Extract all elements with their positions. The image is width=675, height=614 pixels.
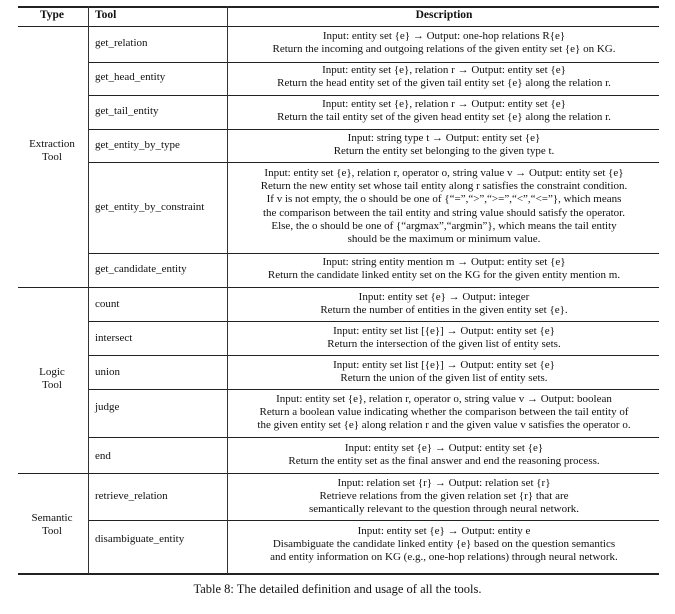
tool-description [232, 359, 656, 385]
tool-description [232, 256, 656, 282]
group-divider [18, 473, 659, 474]
description-line: Else, the o should be one of {“argmax”,“argmin”}, which means the tail entity [271, 219, 617, 232]
group-label-line: Tool [41, 151, 62, 164]
tool-name: retrieve_relation [95, 490, 168, 502]
tool-name: judge [95, 401, 120, 413]
description-line: the given entity set {e} along relation r and the given value v satisfies the operator o. [257, 419, 631, 432]
description-line: Return the entity set as the final answer and end the reasoning process. [288, 455, 600, 468]
tool-description [232, 132, 656, 158]
group-label-line: Tool [41, 379, 62, 392]
description-line: Disambiguate the candidate linked entity {e} based on the question semantics [272, 538, 616, 551]
tool-description [232, 442, 656, 468]
description-line: Input: entity set {e} → Output: entity set {e} [344, 442, 544, 454]
tool-description [232, 30, 656, 56]
description-line: Input: entity set {e} → Output: one-hop relations R{e} [322, 30, 566, 42]
description-line: Return the candidate linked entity set on the KG for the given entity mention m. [267, 269, 621, 282]
group-label-line: Logic [39, 366, 65, 378]
description-line: Input: entity set list [{e}] → Output: entity set {e} [333, 325, 555, 337]
description-line: Input: entity set {e} → Output: entity e [357, 525, 531, 537]
tool-name: get_entity_by_constraint [95, 201, 205, 213]
tool-name: get_entity_by_type [95, 139, 180, 151]
tool-name: get_candidate_entity [95, 263, 187, 275]
description-line: Return the union of the given list of entity sets. [340, 372, 548, 385]
row-divider [88, 389, 659, 390]
group-label-line: Extraction [29, 138, 75, 150]
description-line: If v is not empty, the o should be one of {“=”,“>”,“>=”,“<”,“<=”}, which means [266, 193, 622, 206]
column-divider [88, 6, 89, 574]
row-divider [88, 253, 659, 254]
description-line: Input: entity set list [{e}] → Output: entity set {e} [333, 359, 555, 371]
tool-name: get_head_entity [95, 71, 166, 83]
description-line: the comparison between the tail entity and string value should satisfy the operator. [263, 206, 625, 219]
description-line: Return the tail entity set of the given head entity set {e} along the relation r. [277, 111, 611, 124]
group-label-line: Semantic [31, 512, 73, 524]
description-line: Return the number of entities in the given entity set {e}. [320, 304, 568, 317]
description-line: Return the entity set belonging to the given type t. [333, 145, 555, 158]
tool-description [232, 64, 656, 90]
row-divider [88, 62, 659, 63]
description-line: Input: entity set {e}, relation r → Output: entity set {e} [322, 98, 566, 110]
description-line: should be the maximum or minimum value. [347, 233, 541, 246]
table-caption: Table 8: The detailed definition and usage of all the tools. [193, 582, 482, 596]
description-line: Input: entity set {e}, relation r, operator o, string value v → Output: boolean [276, 393, 612, 405]
header-description: Description [415, 9, 473, 21]
row-divider [88, 321, 659, 322]
header-type: Type [39, 9, 65, 21]
tool-name: get_tail_entity [95, 105, 159, 117]
tool-description [232, 167, 656, 246]
group-label-line: Tool [41, 525, 62, 538]
row-divider [88, 355, 659, 356]
description-line: Retrieve relations from the given relation set {r} that are [319, 490, 569, 503]
group-label-semantic [18, 512, 86, 538]
tool-name: end [95, 450, 111, 462]
tool-description [232, 325, 656, 351]
row-divider [88, 95, 659, 96]
top-rule [18, 6, 659, 8]
tool-description [232, 525, 656, 565]
description-line: Input: entity set {e}, relation r, operator o, string value v → Output: entity set {e} [264, 167, 624, 179]
bottom-rule [18, 573, 659, 575]
header-tool: Tool [95, 9, 117, 21]
row-divider [88, 520, 659, 521]
tool-description [232, 291, 656, 317]
header-rule [18, 26, 659, 27]
column-divider [227, 6, 228, 574]
row-divider [88, 162, 659, 163]
tool-name: disambiguate_entity [95, 533, 185, 545]
row-divider [88, 437, 659, 438]
tool-description [232, 393, 656, 433]
description-line: Return the incoming and outgoing relations of the given entity set {e} on KG. [272, 43, 616, 56]
tool-description [232, 477, 656, 517]
tool-name: intersect [95, 332, 133, 344]
group-divider [18, 287, 659, 288]
description-line: Input: entity set {e} → Output: integer [358, 291, 530, 303]
tool-name: get_relation [95, 37, 148, 49]
description-line: Input: string entity mention m → Output: entity set {e} [322, 256, 566, 268]
tool-name: count [95, 298, 120, 310]
description-line: Return the new entity set whose tail entity along r satisfies the constraint condition. [260, 180, 628, 193]
description-line: Return a boolean value indicating whether the comparison between the tail entity of [259, 406, 629, 419]
description-line: and entity information on KG (e.g., one-hop relations) through neural network. [270, 551, 618, 564]
group-label-logic [18, 366, 86, 392]
description-line: Return the head entity set of the given tail entity set {e} along the relation r. [277, 77, 611, 90]
description-line: Return the intersection of the given list of entity sets. [327, 338, 561, 351]
description-line: semantically relevant to the question through neural network. [308, 503, 580, 516]
description-line: Input: entity set {e}, relation r → Output: entity set {e} [322, 64, 566, 76]
description-line: Input: relation set {r} → Output: relation set {r} [337, 477, 551, 489]
group-label-extraction [18, 138, 86, 164]
tool-name: union [95, 366, 121, 378]
description-line: Input: string type t → Output: entity set {e} [347, 132, 541, 144]
tool-description [232, 98, 656, 124]
row-divider [88, 129, 659, 130]
